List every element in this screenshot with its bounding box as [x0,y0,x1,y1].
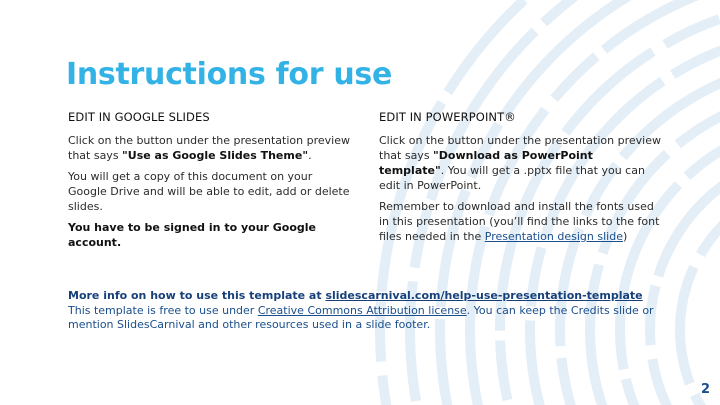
google-slides-paragraph-1 [68,133,350,163]
google-slides-instructions [68,110,350,256]
powerpoint-instructions [379,110,661,250]
page-number: 2 [700,382,710,397]
google-slides-heading: EDIT IN GOOGLE SLIDES [68,110,210,124]
use-as-theme-label: "Use as Google Slides Theme" [122,149,309,162]
presentation-design-slide-link[interactable]: Presentation design slide [484,230,623,243]
download-template-label: "Download as PowerPoint template" [379,149,593,177]
slide-title: Instructions for use [66,57,393,92]
text: . You can keep the Credits slide or mention SlidesCarnival and other resources used in a slide footer. [68,303,654,331]
google-slides-paragraph-2: You will get a copy of this document on your Google Drive and will be able to edit, add or delete slides. [68,170,350,213]
text: This template is free to use under [68,303,258,317]
text: Click on the button under the presentation preview that says [379,134,661,162]
powerpoint-heading: EDIT IN POWERPOINT® [379,110,516,124]
help-template-link[interactable]: slidescarnival.com/help-use-presentation-template [325,289,643,302]
text: . [308,149,312,162]
powerpoint-paragraph-2 [379,199,661,244]
text: Click on the button under the presentation preview that says [68,134,350,162]
license-line [68,304,668,333]
powerpoint-paragraph-1 [379,133,661,193]
text: Remember to download and install the fonts used in this presentation (you’ll find the links to the font files needed in the [379,200,660,243]
sign-in-note: You have to be signed in to your Google account. [68,221,317,249]
more-info-line [68,289,668,304]
creative-commons-link[interactable]: Creative Commons Attribution license [257,303,467,317]
footer-info [68,289,668,333]
text: . You will get a .pptx file that you can edit in PowerPoint. [379,164,645,192]
text: ) [622,230,628,243]
text: More info on how to use this template at [68,289,326,302]
